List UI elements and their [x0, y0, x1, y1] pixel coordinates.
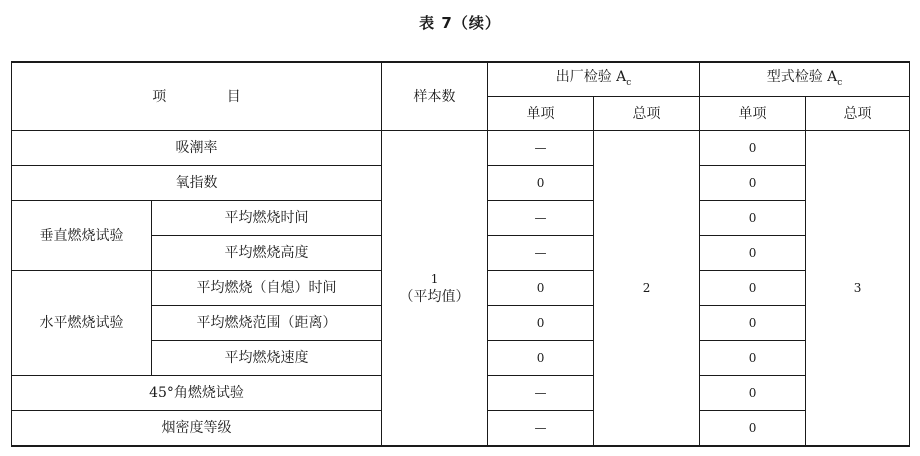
- factory-single-cell: 0: [488, 166, 594, 201]
- factory-single-cell: —: [488, 411, 594, 447]
- factory-total-cell: 2: [594, 131, 700, 447]
- row-label: 平均燃烧范围（距离）: [152, 306, 382, 341]
- row-label: 氧指数: [12, 166, 382, 201]
- type-single-cell: 0: [700, 376, 806, 411]
- header-factory-single: 单项: [488, 97, 594, 131]
- factory-single-cell: —: [488, 201, 594, 236]
- factory-single-cell: —: [488, 236, 594, 271]
- row-label: 平均燃烧（自熄）时间: [152, 271, 382, 306]
- header-type-total: 总项: [806, 97, 910, 131]
- row-label: 平均燃烧时间: [152, 201, 382, 236]
- table-title: 表 7（续）: [419, 14, 501, 32]
- header-item: 项 目: [12, 62, 382, 131]
- factory-single-cell: 0: [488, 341, 594, 376]
- row-label: 平均燃烧速度: [152, 341, 382, 376]
- row-label: 45°角燃烧试验: [12, 376, 382, 411]
- sample-count-cell: 1 （平均值）: [382, 131, 488, 447]
- header-sample-count: 样本数: [382, 62, 488, 131]
- type-single-cell: 0: [700, 166, 806, 201]
- inspection-table: [11, 61, 910, 447]
- type-single-cell: 0: [700, 236, 806, 271]
- type-single-cell: 0: [700, 201, 806, 236]
- table-row: [12, 131, 910, 166]
- header-type-inspection: 型式检验 $A_c$: [700, 62, 910, 97]
- type-single-cell: 0: [700, 411, 806, 447]
- row-label: 吸潮率: [12, 131, 382, 166]
- header-factory-inspection: 出厂检验 $A_c$: [488, 62, 700, 97]
- factory-single-cell: —: [488, 131, 594, 166]
- type-total-cell: 3: [806, 131, 910, 447]
- group-label-horizontal: 水平燃烧试验: [12, 271, 152, 376]
- row-label: 烟密度等级: [12, 411, 382, 447]
- type-single-cell: 0: [700, 306, 806, 341]
- group-label-vertical: 垂直燃烧试验: [12, 201, 152, 271]
- type-single-cell: 0: [700, 131, 806, 166]
- type-single-cell: 0: [700, 341, 806, 376]
- factory-single-cell: —: [488, 376, 594, 411]
- header-row-1: [12, 62, 910, 97]
- type-single-cell: 0: [700, 271, 806, 306]
- header-factory-total: 总项: [594, 97, 700, 131]
- factory-single-cell: 0: [488, 306, 594, 341]
- header-type-single: 单项: [700, 97, 806, 131]
- factory-single-cell: 0: [488, 271, 594, 306]
- row-label: 平均燃烧高度: [152, 236, 382, 271]
